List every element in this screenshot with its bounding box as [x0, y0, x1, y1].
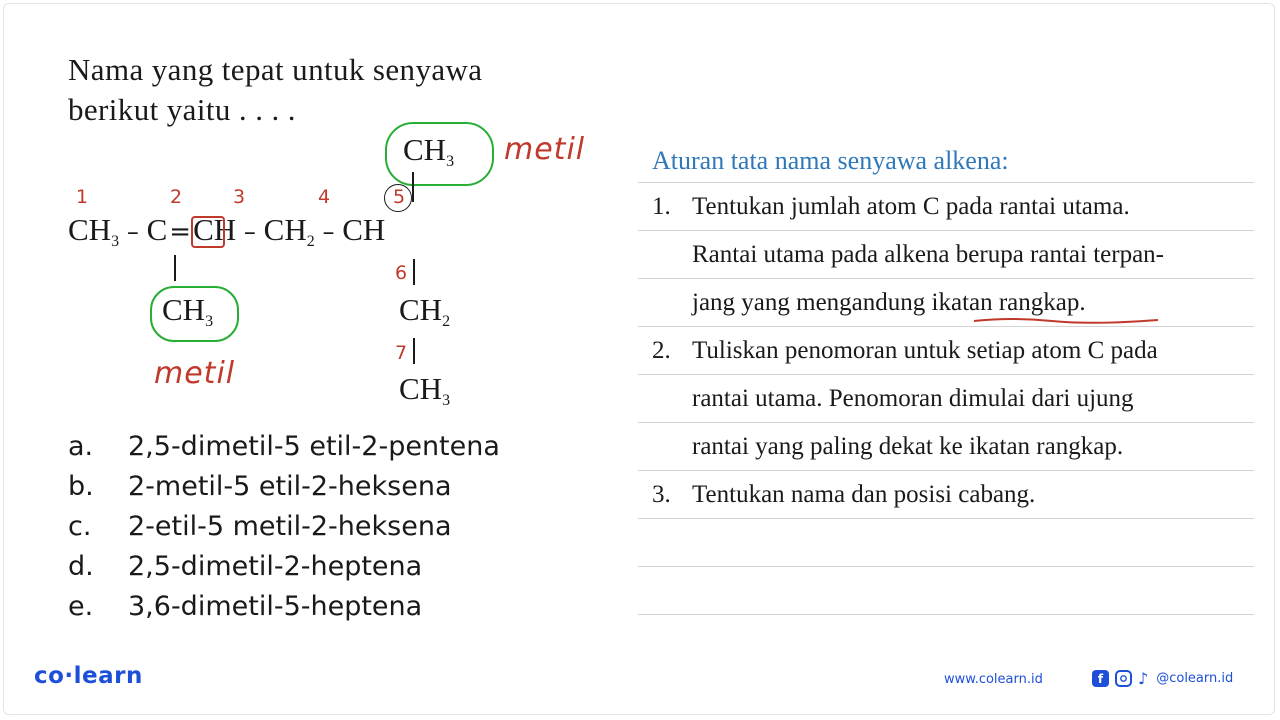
c6-ch: CH	[399, 292, 443, 327]
option-label: b.	[68, 471, 94, 502]
colearn-logo: co·learn	[34, 663, 143, 689]
rule-number: 2.	[652, 337, 671, 364]
rule-text: Tuliskan penomoran untuk setiap atom C pada	[692, 337, 1158, 364]
rule-number: 3.	[652, 481, 671, 508]
website-url[interactable]: www.colearn.id	[944, 672, 1043, 687]
bond-top-branch	[412, 172, 414, 202]
rule-line-1	[638, 182, 1254, 230]
rule-line-5	[638, 374, 1254, 422]
question-text	[68, 50, 628, 130]
c2: C	[146, 212, 168, 247]
c7-ch: CH	[399, 371, 443, 406]
c6-subscript: 2	[442, 313, 451, 330]
option-a[interactable]	[68, 427, 500, 467]
left-branch-subscript: 3	[205, 313, 214, 330]
top-branch-ch: CH	[403, 132, 447, 167]
rule-line-2	[638, 230, 1254, 278]
double-bond: =	[169, 217, 192, 247]
c6-group	[399, 293, 450, 339]
carbon-number-7: 7	[395, 342, 408, 364]
rule-line-7	[638, 470, 1254, 518]
option-d[interactable]	[68, 547, 500, 587]
c4: CH	[263, 212, 307, 247]
bond-4-5: –	[322, 218, 335, 246]
c1: CH	[68, 212, 112, 247]
c7-subscript: 3	[442, 392, 451, 409]
top-branch-highlight	[385, 122, 494, 186]
c3: CH	[193, 212, 237, 247]
bond-3-4: –	[243, 218, 256, 246]
social-handle[interactable]: @colearn.id	[1156, 671, 1234, 686]
handwritten-underline	[972, 315, 1162, 325]
option-label: e.	[68, 591, 94, 622]
carbon-number-3: 3	[233, 186, 246, 208]
bond-5-6	[413, 259, 415, 285]
annotation-metil-top: metil	[504, 132, 586, 167]
answer-options	[68, 427, 500, 627]
option-c[interactable]	[68, 507, 500, 547]
option-text: 2,5-dimetil-2-heptena	[128, 551, 423, 582]
annotation-metil-left: metil	[154, 356, 236, 391]
carbon-number-5: 5	[393, 186, 406, 208]
carbon-number-6: 6	[395, 262, 408, 284]
rule-text: rantai yang paling dekat ke ikatan rangkap.	[692, 433, 1124, 460]
left-branch-highlight	[150, 286, 239, 342]
bond-6-7	[413, 338, 415, 364]
c4-subscript: 2	[306, 233, 315, 250]
top-branch-subscript: 3	[446, 153, 455, 170]
option-text: 2-metil-5 etil-2-heksena	[128, 471, 452, 502]
alkene-naming-rules	[638, 140, 1254, 615]
option-label: d.	[68, 551, 94, 582]
main-chain	[68, 213, 385, 259]
rule-line-9	[638, 566, 1254, 615]
number-5-circle	[384, 184, 412, 212]
rule-text: jang yang mengandung ikatan rangkap.	[692, 289, 1086, 316]
carbon-number-1: 1	[76, 186, 89, 208]
rule-text: rantai utama. Penomoran dimulai dari ujung	[692, 385, 1134, 412]
bond-1-2: –	[126, 218, 139, 246]
facebook-icon[interactable]: f	[1092, 670, 1109, 687]
carbon-number-2: 2	[170, 186, 183, 208]
rule-number: 1.	[652, 193, 671, 220]
rule-text: Tentukan nama dan posisi cabang.	[692, 481, 1036, 508]
option-e[interactable]	[68, 587, 500, 627]
rule-text: Rantai utama pada alkena berupa rantai terpan-	[692, 241, 1164, 268]
rule-text: Tentukan jumlah atom C pada rantai utama.	[692, 193, 1130, 220]
instagram-icon[interactable]	[1115, 670, 1132, 687]
question-line-1: Nama yang tepat untuk senyawa	[68, 52, 483, 87]
option-label: a.	[68, 431, 94, 462]
social-links	[1092, 669, 1233, 688]
rule-line-6	[638, 422, 1254, 470]
rule-line-8	[638, 518, 1254, 566]
rules-title: Aturan tata nama senyawa alkena:	[652, 146, 1009, 175]
bond-left-branch	[174, 255, 176, 281]
carbon-number-4: 4	[318, 186, 331, 208]
rule-line-4	[638, 326, 1254, 374]
tiktok-icon[interactable]: ♪	[1138, 669, 1149, 688]
c7-group	[399, 372, 450, 418]
rule-line-3	[638, 278, 1254, 326]
c5: CH	[342, 212, 386, 247]
question-line-2: berikut yaitu . . . .	[68, 92, 296, 127]
option-text: 3,6-dimetil-5-heptena	[128, 591, 423, 622]
option-text: 2-etil-5 metil-2-heksena	[128, 511, 452, 542]
c1-subscript: 3	[111, 233, 120, 250]
option-label: c.	[68, 511, 92, 542]
left-branch-ch: CH	[162, 292, 206, 327]
option-text: 2,5-dimetil-5 etil-2-pentena	[128, 431, 500, 462]
double-bond-highlight	[191, 216, 225, 248]
option-b[interactable]	[68, 467, 500, 507]
